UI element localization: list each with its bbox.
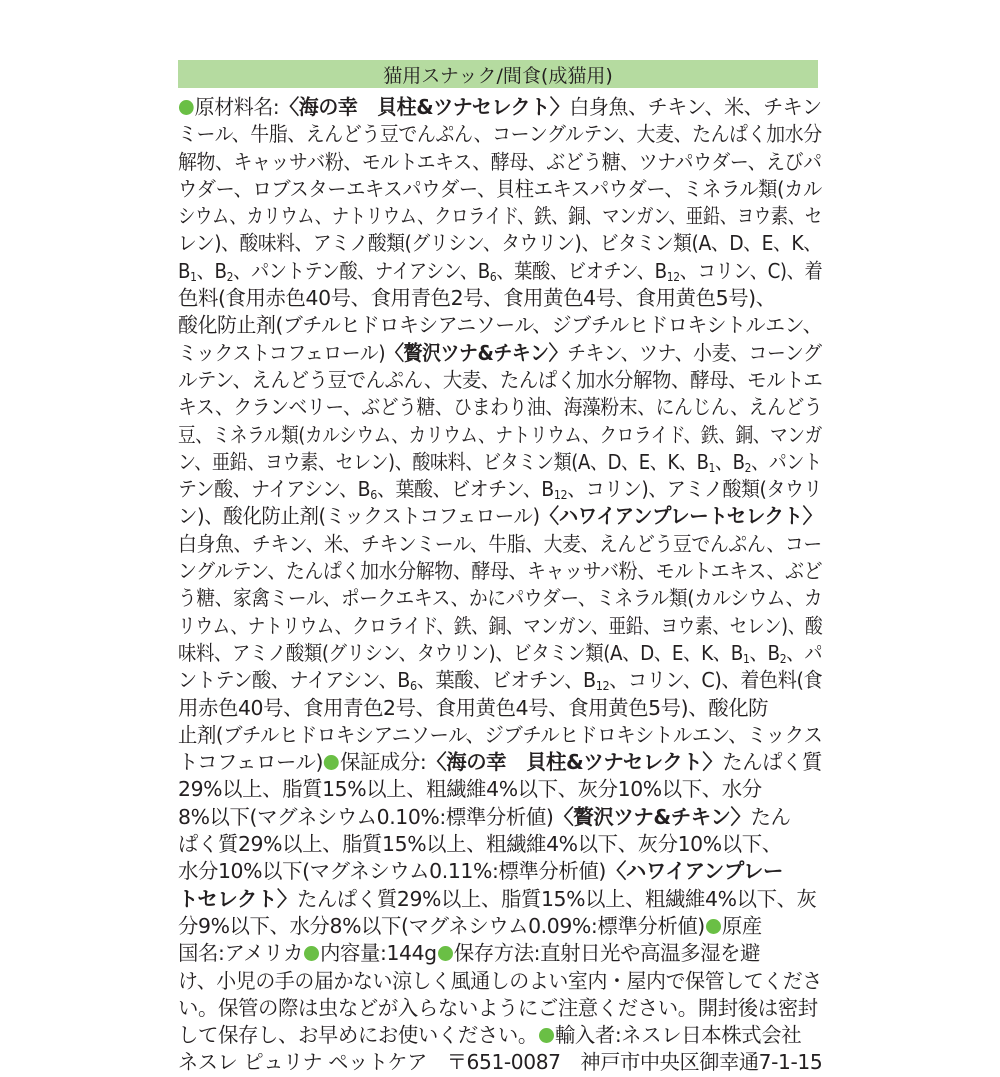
text-segment: 、葉酸、ビオチン、B <box>496 258 667 283</box>
text-segment: 保存方法:直射日光や高温多湿を避 <box>453 941 761 966</box>
text-line <box>178 94 822 121</box>
text-line <box>178 804 822 831</box>
text-line <box>178 913 822 940</box>
green-bullet-icon <box>179 100 194 115</box>
text-segment: 解物、キャッサバ粉、モルトエキス、酵母、ぶどう糖、ツナパウダー、えびパ <box>178 149 822 174</box>
text-line <box>178 203 822 230</box>
subscript-text: 6 <box>489 269 497 284</box>
text-line <box>178 1022 822 1049</box>
text-line <box>178 367 823 394</box>
text-segment: ミール、牛脂、えんどう豆でんぷん、コーングルテン、大麦、たんぱく加水分 <box>178 122 822 147</box>
text-segment: 、パ <box>786 640 823 665</box>
text-line <box>178 476 823 503</box>
text-line <box>178 422 822 449</box>
variant-heading: 〈贅沢ツナ&チキン〉 <box>553 804 751 829</box>
subscript-text: 12 <box>666 269 680 284</box>
header-title: 猫用スナック/間食(成猫用) <box>383 64 613 87</box>
label-text-block <box>178 94 822 1077</box>
text-segment: たんぱく質29%以上、脂質15%以上、粗繊維4%以下、灰 <box>296 886 817 911</box>
text-line <box>178 722 823 749</box>
text-segment: 分9%以下、水分8%以下(マグネシウム0.09%:標準分析値) <box>178 913 705 938</box>
text-line <box>178 258 823 285</box>
text-segment: 味料、アミノ酸類(グリシン、タウリン)、ビタミン類(A、D、E、K、B <box>178 640 744 665</box>
text-segment: 、パント <box>751 449 822 474</box>
text-segment: 原産 <box>721 913 762 938</box>
text-segment: B <box>178 258 191 283</box>
subscript-text: 1 <box>190 269 197 284</box>
green-bullet-icon <box>438 946 453 961</box>
text-segment: 色料(食用赤色40号、食用青色2号、食用黄色4号、食用黄色5号)、 <box>178 286 776 311</box>
text-segment: ルテン、えんどう豆でんぷん、大麦、たんぱく加水分解物、酵母、モルトエ <box>178 367 823 392</box>
subscript-text: 12 <box>595 679 610 694</box>
text-segment: テン酸、ナイアシン、B <box>178 477 371 502</box>
text-segment: レン)、酸味料、アミノ酸類(グリシン、タウリン)、ビタミン類(A、D、E、K、 <box>178 231 822 256</box>
variant-heading: 〈ハワイアンプレートセレクト〉 <box>539 504 822 529</box>
text-line <box>178 995 822 1022</box>
text-segment: 、パントテン酸、ナイアシン、B <box>233 258 490 283</box>
subscript-text: 12 <box>553 488 568 503</box>
text-segment: ントテン酸、ナイアシン、B <box>178 668 410 693</box>
text-line <box>178 340 822 367</box>
text-segment: 用赤色40号、食用青色2号、食用黄色4号、食用黄色5号)、酸化防 <box>178 695 769 720</box>
text-line <box>178 531 822 558</box>
text-line <box>178 121 822 148</box>
subscript-text: 2 <box>226 269 234 284</box>
text-line <box>178 449 822 476</box>
text-segment: ミックストコフェロール) <box>178 340 386 365</box>
text-line <box>178 585 823 612</box>
text-segment: キス、クランベリー、ぶどう糖、ひまわり油、海藻粉末、にんじん、えんどう <box>178 395 823 420</box>
text-segment: 、コリン)、アミノ酸類(タウリ <box>567 477 823 502</box>
text-segment: ン)、酸化防止剤(ミックストコフェロール) <box>178 504 540 529</box>
text-line <box>178 640 823 667</box>
text-line <box>178 613 823 640</box>
subscript-text: 2 <box>744 460 752 475</box>
variant-heading: 〈海の幸 貝柱&ツナセレクト〉 <box>426 750 723 775</box>
text-line <box>178 149 822 176</box>
subscript-text: 1 <box>743 651 750 666</box>
text-segment: たん <box>750 804 791 829</box>
variant-heading: トセレクト〉 <box>178 886 297 911</box>
text-segment: ン、亜鉛、ヨウ素、セレン)、酸味料、ビタミン類(A、D、E、K、B <box>178 449 709 474</box>
text-segment: リウム、ナトリウム、クロライド、鉄、銅、マンガン、亜鉛、ヨウ素、セレン)、酸 <box>178 613 823 638</box>
text-segment: シウム、カリウム、ナトリウム、クロライド、鉄、銅、マンガン、亜鉛、ヨウ素、セ <box>178 204 822 229</box>
text-segment: 、葉酸、ビオチン、B <box>416 668 596 693</box>
subscript-text: 6 <box>409 679 417 694</box>
text-line <box>178 558 823 585</box>
text-segment: 、葉酸、ビオチン、B <box>376 477 554 502</box>
text-segment: チキン、ツナ、小麦、コーング <box>567 340 822 365</box>
variant-heading: 〈海の幸 貝柱&ツナセレクト〉 <box>279 95 570 119</box>
text-line <box>178 285 822 312</box>
variant-heading: 〈贅沢ツナ&チキン〉 <box>385 340 568 365</box>
text-segment: 原材料名: <box>194 95 280 119</box>
text-segment: 8%以下(マグネシウム0.10%:標準分析値) <box>178 804 554 829</box>
text-segment: トコフェロール) <box>178 750 324 775</box>
text-segment: 白身魚、チキン、米、チキン <box>569 95 822 119</box>
text-line <box>178 695 822 722</box>
text-segment: 、コリン、C)、着 <box>679 258 823 283</box>
text-segment: 国名:アメリカ <box>178 941 303 966</box>
text-segment: ネスレ ピュリナ ペットケア 〒651-0087 神戸市中央区御幸通7-1-15 <box>178 1050 823 1075</box>
text-line <box>178 1049 823 1076</box>
text-segment: 、B <box>749 640 780 665</box>
green-bullet-icon <box>304 946 319 961</box>
text-segment: 酸化防止剤(ブチルヒドロキシアニソール、ジブチルヒドロキシトルエン、 <box>178 313 823 338</box>
text-line <box>178 176 822 203</box>
green-bullet-icon <box>706 919 721 934</box>
text-segment: 白身魚、チキン、米、チキンミール、牛脂、大麦、えんどう豆でんぷん、コー <box>178 531 822 556</box>
green-bullet-icon <box>324 755 339 770</box>
text-segment: 輸入者:ネスレ日本株式会社 <box>554 1023 802 1048</box>
text-segment: ウダー、ロブスターエキスパウダー、貝柱エキスパウダー、ミネラル類(カル <box>178 176 822 201</box>
header-bar <box>178 60 818 88</box>
text-segment: ぱく質29%以上、脂質15%以上、粗繊維4%以下、灰分10%以下、 <box>178 832 782 857</box>
text-line <box>178 831 822 858</box>
text-segment: 水分10%以下(マグネシウム0.11%:標準分析値) <box>178 859 606 884</box>
text-line <box>178 749 821 776</box>
text-segment: ングルテン、たんぱく加水分解物、酵母、キャッサバ粉、モルトエキス、ぶど <box>178 559 823 584</box>
text-line <box>178 394 823 421</box>
text-segment: 保証成分: <box>339 750 427 775</box>
text-line <box>178 667 823 694</box>
subscript-text: 1 <box>708 460 715 475</box>
green-bullet-icon <box>539 1028 554 1043</box>
text-segment: 、B <box>196 258 227 283</box>
subscript-text: 6 <box>370 488 377 503</box>
text-line <box>178 312 823 339</box>
text-segment: 内容量:144g <box>320 941 437 966</box>
text-line <box>178 940 822 967</box>
text-segment: 豆、ミネラル類(カルシウム、カリウム、ナトリウム、クロライド、鉄、銅、マンガ <box>178 422 822 447</box>
text-segment: い。保管の際は虫などが入らないようにご注意ください。開封後は密封 <box>178 995 818 1020</box>
text-segment: たんぱく質 <box>722 750 823 775</box>
text-segment: 、コリン、C)、着色料(食 <box>609 668 823 693</box>
text-segment: 29%以上、脂質15%以上、粗繊維4%以下、灰分10%以下、水分 <box>178 777 762 802</box>
text-line <box>178 503 822 530</box>
variant-heading: 〈ハワイアンプレー <box>605 859 783 884</box>
text-line <box>178 886 822 913</box>
text-segment: して保存し、お早めにお使いください。 <box>178 1023 538 1048</box>
text-segment: 、B <box>714 449 745 474</box>
text-segment: け、小児の手の届かない涼しく風通しのよい室内・屋内で保管してくださ <box>178 968 822 993</box>
text-line <box>178 968 822 995</box>
text-line <box>178 858 822 885</box>
text-segment: 止剤(ブチルヒドロキシアニソール、ジブチルヒドロキシトルエン、ミックス <box>178 722 823 747</box>
text-line <box>178 230 822 257</box>
text-segment: う糖、家禽ミール、ポークエキス、かにパウダー、ミネラル類(カルシウム、カ <box>178 586 823 611</box>
text-line <box>178 776 822 803</box>
subscript-text: 2 <box>779 651 787 666</box>
